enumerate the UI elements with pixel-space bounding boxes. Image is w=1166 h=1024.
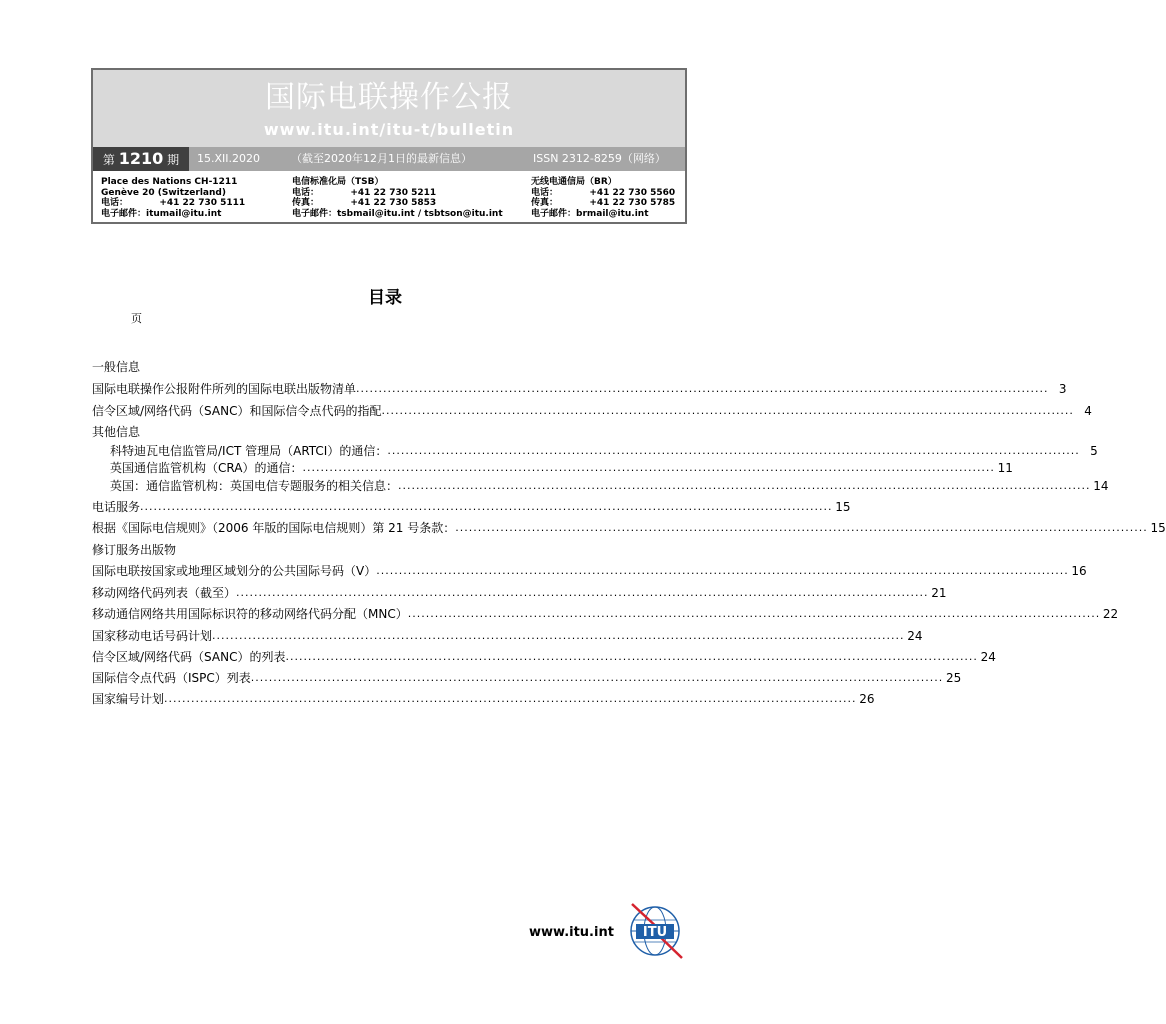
footer-url[interactable]: www.itu.int [529, 925, 614, 940]
toc-heading: 其他信息 [92, 425, 141, 439]
page-column-label: 页 [131, 312, 142, 325]
bulletin-url[interactable]: www.itu.int/itu-t/bulletin [263, 120, 515, 139]
header-banner [93, 70, 685, 148]
toc-entry[interactable]: 英国：通信监管机构：英国电信专题服务的相关信息： .......................................................................................................................................................... 14 [110, 479, 1109, 493]
toc-entry[interactable]: 移动通信网络共用国际标识符的移动网络代码分配（MNC） .......................................................................................................................................................... 22 [92, 607, 1119, 621]
bulletin-header [91, 68, 687, 224]
contact-br: 无线电通信局（BR） 电话： +41 22 730 5560 传真： +41 22 730 5785 电子邮件：brmail@itu.int [531, 177, 676, 219]
toc-entry[interactable]: 国家编号计划 .......................................................................................................................................................... 26 [92, 692, 875, 706]
issue-date: 15.XII.2020 [197, 152, 261, 165]
issn: ISSN 2312-8259（网络） [533, 152, 666, 165]
toc-entry[interactable]: 英国通信监管机构（CRA）的通信： .......................................................................................................................................................... 11 [110, 461, 1013, 475]
logo-text: ITU [642, 925, 668, 940]
toc-entry[interactable]: 国际信令点代码（ISPC）列表 .......................................................................................................................................................... 25 [92, 671, 962, 685]
issue-suffix: 期 [167, 153, 180, 167]
toc-entry[interactable]: 国际电联按国家或地理区域划分的公共国际号码（V） .......................................................................................................................................................... 16 [92, 564, 1087, 578]
contact-itu: Place des Nations CH-1211 Genève 20 (Switzerland) 电话： +41 22 730 5111 电子邮件：itumail@itu.int [101, 177, 246, 219]
bulletin-title: 国际电联操作公报 [265, 80, 513, 115]
itu-logo [624, 900, 686, 962]
toc-entry[interactable]: 信令区域/网络代码（SANC）的列表 .......................................................................................................................................................... 24 [92, 650, 996, 664]
toc-entry[interactable]: 国家移动电话号码计划 .......................................................................................................................................................... 24 [92, 629, 923, 643]
info-date: （截至2020年12月1日的最新信息） [291, 152, 472, 165]
toc-heading: 修订服务出版物 [92, 543, 177, 557]
toc-title: 目录 [368, 288, 402, 308]
toc-entry[interactable]: 科特迪瓦电信监管局/ICT 管理局（ARTCI）的通信： .......................................................................................................................................................... 5 [110, 444, 1098, 458]
issue-prefix: 第 [102, 153, 115, 167]
toc-entry[interactable]: 根据《国际电信规则》（2006 年版的国际电信规则）第 21 号条款： .......................................................................................................................................................... 15 [92, 521, 1166, 535]
toc-entry[interactable]: 移动网络代码列表（截至） .......................................................................................................................................................... 21 [92, 586, 947, 600]
contact-tsb: 电信标准化局（TSB） 电话： +41 22 730 5211 传真： +41 22 730 5853 电子邮件：tsbmail@itu.int / tsbtson@itu.int [292, 177, 503, 219]
issue-number: 1210 [118, 149, 164, 168]
contact-strip [93, 171, 685, 222]
issue-number-box [93, 147, 189, 171]
toc-entry[interactable]: 电话服务 .......................................................................................................................................................... 15 [92, 500, 851, 514]
toc-entry[interactable]: 信令区域/网络代码（SANC）和国际信令点代码的指配 .......................................................................................................................................................... 4 [92, 404, 1092, 418]
toc-heading: 一般信息 [92, 360, 141, 374]
toc-entry[interactable]: 国际电联操作公报附件所列的国际电联出版物清单 .......................................................................................................................................................... 3 [92, 382, 1067, 396]
issue-bar [93, 147, 685, 171]
